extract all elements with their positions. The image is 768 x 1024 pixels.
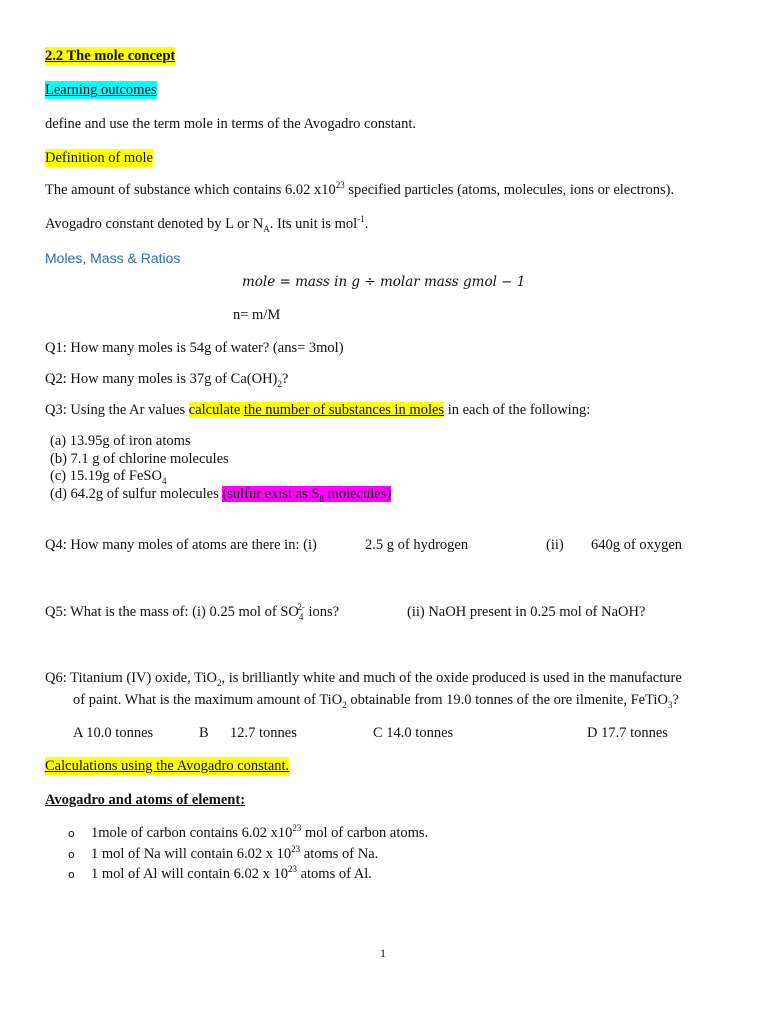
question-5: Q5: What is the mass of: (i) 0.25 mol of $SO_4^{2-}$ ions? bbox=[45, 602, 340, 622]
question-1: Q1: How many moles is 54g of water? (ans= 3mol) bbox=[45, 340, 344, 356]
mole-formula-short: n= m/M bbox=[233, 307, 281, 323]
question-6-line-2: of paint. What is the maximum amount of TiO$_2$ obtainable from 19.0 tonnes of the ore ilmenite, FeTiO$_3$? bbox=[73, 692, 679, 710]
question-3: Q3: Using the Ar values calculate the number of substances in moles in each of the following: bbox=[45, 402, 591, 418]
q4-part-ii: 640g of oxygen bbox=[591, 537, 683, 553]
definition-label: Definition of mole bbox=[45, 150, 153, 166]
q6-option-b-label: B bbox=[199, 725, 209, 741]
q6-option-d: D 17.7 tonnes bbox=[587, 725, 668, 741]
q6-option-a: A 10.0 tonnes bbox=[73, 725, 154, 741]
avogadro-constant-text: Avogadro constant denoted by L or $N_A$. Its unit is mol$^{-1}$. bbox=[45, 214, 369, 234]
q5-part-ii: (ii) NaOH present in 0.25 mol of NaOH? bbox=[407, 604, 646, 620]
bullet-icon: o bbox=[68, 848, 75, 861]
calculations-heading: Calculations using the Avogadro constant. bbox=[45, 758, 290, 774]
q3-item-a: (a) 13.95g of iron atoms bbox=[50, 433, 191, 449]
bullet-icon: o bbox=[68, 868, 75, 881]
section-title: 2.2 The mole concept bbox=[45, 48, 176, 64]
question-6-line-1: Q6: Titanium (IV) oxide, TiO$_2$, is brilliantly white and much of the oxide produced is used in the manufacture bbox=[45, 670, 682, 688]
q6-option-b: 12.7 tonnes bbox=[230, 725, 297, 741]
q4-part-i: 2.5 g of hydrogen bbox=[365, 537, 469, 553]
avogadro-atoms-heading: Avogadro and atoms of element: bbox=[45, 792, 246, 808]
q3-item-c: (c) 15.19g of FeSO$_4$ bbox=[50, 468, 167, 486]
q4-part-ii-label: (ii) bbox=[546, 537, 564, 553]
q6-option-c: C 14.0 tonnes bbox=[373, 725, 454, 741]
q3-item-d: (d) 64.2g of sulfur molecules (sulfur exist as $S_8$ molecules) bbox=[50, 486, 392, 504]
q3-item-b: (b) 7.1 g of chlorine molecules bbox=[50, 451, 229, 467]
bullet-carbon: 1mole of carbon contains 6.02 $x10^{23}$ mol of carbon atoms. bbox=[91, 823, 429, 841]
bullet-sodium: 1 mol of Na will contain 6.02 x $10^{23}$ atoms of Na. bbox=[91, 844, 379, 862]
definition-text: The amount of substance which contains 6.02 $x10^{23}$ specified particles (atoms, molecules, ions or electrons). bbox=[45, 180, 675, 198]
learning-outcome-text: define and use the term mole in terms of the Avogadro constant. bbox=[45, 116, 416, 132]
question-4: Q4: How many moles of atoms are there in: (i) bbox=[45, 537, 317, 553]
page-number: 1 bbox=[380, 946, 386, 960]
moles-mass-ratios-heading: Moles, Mass & Ratios bbox=[45, 250, 181, 266]
question-2: Q2: How many moles is 37g of $Ca(OH)_2$? bbox=[45, 371, 289, 389]
bullet-icon: o bbox=[68, 827, 75, 840]
bullet-aluminium: 1 mol of Al will contain 6.02 x $10^{23}$ atoms of Al. bbox=[91, 864, 372, 882]
learning-outcomes-label: Learning outcomes bbox=[45, 82, 157, 98]
mole-formula: mole = mass in g ÷ molar mass gmol − 1 bbox=[242, 274, 526, 290]
